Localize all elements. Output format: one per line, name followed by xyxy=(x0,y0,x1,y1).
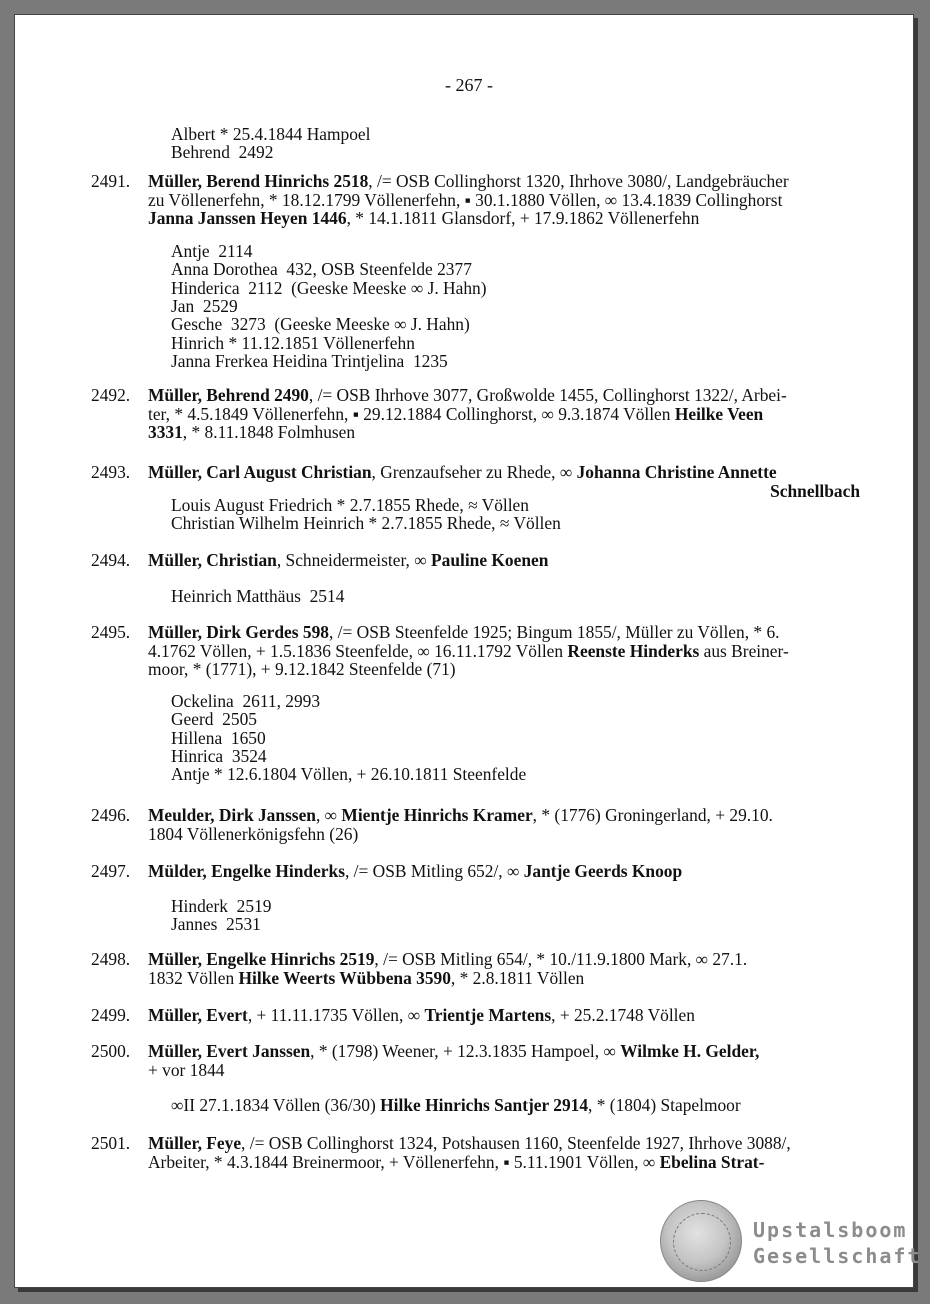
entry-text: , ∞ xyxy=(315,805,342,825)
child-line: Ockelina 2611, 2993 xyxy=(171,691,321,711)
page-number: - 267 - xyxy=(445,75,493,95)
entry-text: , /= OSB Mitling 652/, ∞ xyxy=(344,861,524,881)
entry-text: + vor 1844 xyxy=(148,1059,225,1080)
child-line: Janna Frerkea Heidina Trintjelina 1235 xyxy=(171,350,448,371)
entry-text: moor, * (1771), + 9.12.1842 Steenfelde (71) xyxy=(148,659,456,679)
child-line: Christian Wilhelm Heinrich * 2.7.1855 Rhede, ≈ Völlen xyxy=(171,513,561,534)
person-name: Schnellbach xyxy=(770,480,860,501)
entry-number: 2498. xyxy=(91,949,131,969)
entry-text-line xyxy=(148,968,584,988)
child-line: Heinrich Matthäus 2514 xyxy=(171,586,345,606)
carryover-line: Albert * 25.4.1844 Hampoel xyxy=(171,124,371,144)
entry-text-line xyxy=(148,190,782,210)
entry-text-line xyxy=(148,805,773,825)
person-name: Meulder, Dirk Janssen xyxy=(148,805,316,825)
entry-number: 2496. xyxy=(91,805,131,825)
entry-text-line xyxy=(148,171,789,191)
entry-text: , * 14.1.1811 Glansdorf, + 17.9.1862 Völlenerfehn xyxy=(346,208,700,228)
person-name: Jantje Geerds Knoop xyxy=(523,861,683,881)
entry-number: 2501. xyxy=(91,1133,131,1153)
document-page xyxy=(14,14,922,1288)
entry-text-line xyxy=(148,824,358,844)
child-line: Anna Dorothea 432, OSB Steenfelde 2377 xyxy=(171,259,472,280)
entry-text: aus Breiner- xyxy=(699,640,789,661)
child-line: Hinderica 2112 (Geeske Meeske ∞ J. Hahn) xyxy=(171,277,487,298)
carryover-line: Behrend 2492 xyxy=(171,142,274,162)
entry-text: , /= OSB Collinghorst 1324, Potshausen 1160, Steenfelde 1927, Ihrhove 3088/, xyxy=(241,1133,791,1153)
entry-text: , * (1776) Groningerland, + 29.10. xyxy=(532,805,773,825)
entry-text-line xyxy=(148,422,355,442)
person-name: Mülder, Engelke Hinderks xyxy=(148,861,345,881)
entry-text: ter, * 4.5.1849 Völlenerfehn, ▪ 29.12.1884 Collinghorst, ∞ 9.3.1874 Völlen xyxy=(148,403,675,424)
child-line: Gesche 3273 (Geeske Meeske ∞ J. Hahn) xyxy=(171,314,470,335)
entry-text: zu Völlenerfehn, * 18.12.1799 Völlenerfehn, ▪ 30.1.1880 Völlen, ∞ 13.4.1839 Collinghorst xyxy=(148,189,783,210)
child-line: Hinrica 3524 xyxy=(171,745,267,766)
entry-text-line xyxy=(148,861,682,881)
entry-text: , /= OSB Mitling 654/, * 10./11.9.1800 Mark, ∞ 27.1. xyxy=(374,949,748,969)
entry-text-line xyxy=(148,659,456,679)
person-name: Mientje Hinrichs Kramer xyxy=(341,805,533,825)
person-name: Müller, Dirk Gerdes 598 xyxy=(148,622,329,642)
person-name: Pauline Koenen xyxy=(431,550,549,570)
entry-number: 2492. xyxy=(91,385,131,405)
entry-number: 2499. xyxy=(91,1005,131,1025)
entry-text-line xyxy=(148,622,780,642)
child-line: Jannes 2531 xyxy=(171,914,261,935)
entry-text: , /= OSB Ihrhove 3077, Großwolde 1455, Collinghorst 1322/, Arbei- xyxy=(308,385,787,405)
entry-number: 2494. xyxy=(91,550,131,570)
entry-text-line xyxy=(148,949,747,969)
entry-text: 1832 Völlen xyxy=(148,967,239,988)
child-line: Geerd 2505 xyxy=(171,709,257,730)
entry-text: Arbeiter, * 4.3.1844 Breinermoor, + Völlenerfehn, ▪ 5.11.1901 Völlen, ∞ xyxy=(148,1151,660,1172)
person-name: Ebelina Strat- xyxy=(659,1151,765,1172)
child-line: Antje 2114 xyxy=(171,241,253,261)
person-name: Janna Janssen Heyen 1446 xyxy=(148,208,347,228)
entry-number: 2500. xyxy=(91,1041,131,1061)
entry-number: 2493. xyxy=(91,462,131,482)
person-name: Müller, Engelke Hinrichs 2519 xyxy=(148,949,375,969)
society-logo-text xyxy=(753,1217,922,1269)
entry-text-line xyxy=(148,1152,764,1172)
entry-text: , /= OSB Steenfelde 1925; Bingum 1855/, Müller zu Völlen, * 6. xyxy=(328,622,780,642)
child-line: Hinderk 2519 xyxy=(171,896,272,916)
entry-text-line xyxy=(148,385,787,405)
entry-text-line xyxy=(148,1133,791,1153)
person-name: Heilke Veen xyxy=(674,403,764,424)
entry-text: ∞II 27.1.1834 Völlen (36/30) xyxy=(171,1095,381,1115)
child-line: Louis August Friedrich * 2.7.1855 Rhede, ≈ Völlen xyxy=(171,495,529,515)
child-line: Hillena 1650 xyxy=(171,727,266,748)
child-line: Antje * 12.6.1804 Völlen, + 26.10.1811 Steenfelde xyxy=(171,764,527,785)
person-name: Hilke Weerts Wübbena 3590 xyxy=(238,967,451,988)
society-name-line1: Upstalsboom xyxy=(753,1218,908,1242)
entry-text: 1804 Völlenerkönigsfehn (26) xyxy=(148,823,359,844)
person-name: Wilmke H. Gelder, xyxy=(620,1041,760,1061)
person-name: 3331 xyxy=(148,422,183,442)
entry-text-line xyxy=(148,462,777,482)
entry-number: 2495. xyxy=(91,622,131,642)
entry-text-line xyxy=(148,550,548,570)
child-line: Jan 2529 xyxy=(171,295,238,316)
person-name: Müller, Behrend 2490 xyxy=(148,385,309,405)
person-name: Müller, Evert xyxy=(148,1005,248,1025)
person-name: Reenste Hinderks xyxy=(567,640,700,661)
entry-text-line xyxy=(148,1041,759,1061)
entry-number: 2491. xyxy=(91,171,131,191)
entry-text: , * 2.8.1811 Völlen xyxy=(450,967,585,988)
entry-text: 4.1762 Völlen, + 1.5.1836 Steenfelde, ∞ 16.11.1792 Völlen xyxy=(148,640,568,661)
entry-text: , Grenzaufseher zu Rhede, ∞ xyxy=(371,462,577,482)
entry-text: , + 11.11.1735 Völlen, ∞ xyxy=(247,1005,425,1025)
entry-text: , * 8.11.1848 Folmhusen xyxy=(182,422,356,442)
society-seal xyxy=(660,1200,742,1282)
person-name: Trientje Martens xyxy=(424,1005,552,1025)
entry-number: 2497. xyxy=(91,861,131,881)
person-name: Müller, Evert Janssen xyxy=(148,1041,311,1061)
person-name: Müller, Feye xyxy=(148,1133,242,1153)
entry-text-line xyxy=(148,641,789,661)
child-line: Hinrich * 11.12.1851 Völlenerfehn xyxy=(171,332,415,353)
entry-text: , * (1798) Weener, + 12.3.1835 Hampoel, ∞ xyxy=(310,1041,621,1061)
person-name: Müller, Berend Hinrichs 2518 xyxy=(148,171,369,191)
entry-text: , + 25.2.1748 Völlen xyxy=(551,1005,695,1025)
person-name: Müller, Christian xyxy=(148,550,277,570)
marriage-line xyxy=(171,1095,741,1115)
entry-text-line xyxy=(148,208,699,228)
entry-text-line xyxy=(148,1005,695,1025)
person-name: Hilke Hinrichs Santjer 2914 xyxy=(380,1095,589,1115)
entry-text-line xyxy=(148,404,763,424)
entry-text: , /= OSB Collinghorst 1320, Ihrhove 3080/, Landgebräucher xyxy=(368,171,789,191)
person-name: Müller, Carl August Christian xyxy=(148,462,372,482)
person-name: Johanna Christine Annette xyxy=(576,462,777,482)
entry-text-line xyxy=(148,1060,224,1080)
entry-text: , * (1804) Stapelmoor xyxy=(588,1095,741,1115)
society-name-line2: Gesellschaft xyxy=(753,1244,922,1268)
entry-text: , Schneidermeister, ∞ xyxy=(276,550,431,570)
